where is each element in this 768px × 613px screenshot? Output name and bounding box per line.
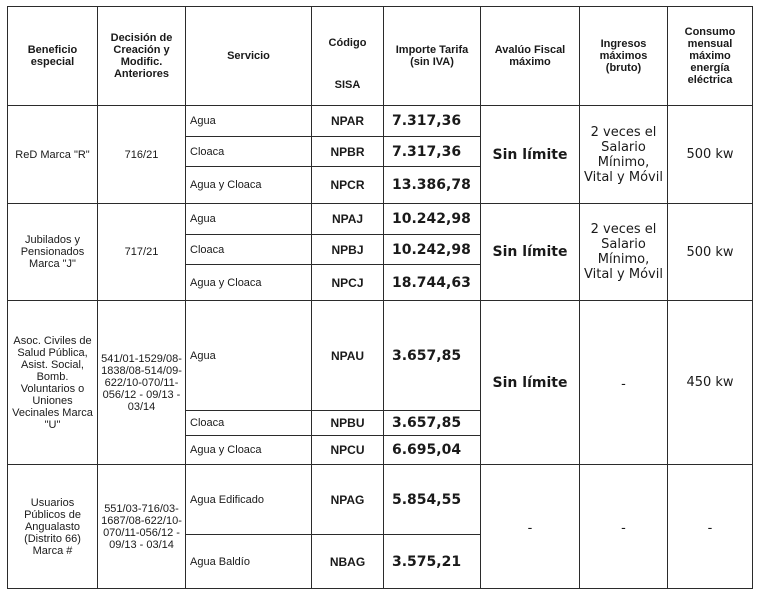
consumo-cell: 450 kw xyxy=(668,301,753,465)
header-row xyxy=(8,7,753,106)
importe-cell: 10.242,98 xyxy=(384,204,481,235)
header-decision: Decisión de Creación y Modific. Anteriores xyxy=(98,7,186,106)
avaluo-cell: - xyxy=(481,465,580,589)
table-row xyxy=(8,204,753,235)
codigo-cell: NBAG xyxy=(312,535,384,589)
beneficio-cell: Usuarios Públicos de Angualasto (Distrito 66) Marca # xyxy=(8,465,98,589)
ingresos-cell: - xyxy=(580,465,668,589)
header-servicio: Servicio xyxy=(186,7,312,106)
header-ingresos: Ingresos máximos (bruto) xyxy=(580,7,668,106)
header-beneficio: Beneficio especial xyxy=(8,7,98,106)
tariff-table-container xyxy=(7,6,753,589)
servicio-cell: Cloaca xyxy=(186,411,312,436)
codigo-cell: NPCR xyxy=(312,167,384,204)
importe-cell: 3.657,85 xyxy=(384,411,481,436)
servicio-cell: Agua y Cloaca xyxy=(186,265,312,301)
header-codigo xyxy=(312,7,384,106)
header-importe: Importe Tarifa (sin IVA) xyxy=(384,7,481,106)
table-row xyxy=(8,301,753,411)
ingresos-cell: - xyxy=(580,301,668,465)
ingresos-cell: 2 veces el Salario Mínimo, Vital y Móvil xyxy=(580,106,668,204)
codigo-cell: NPAR xyxy=(312,106,384,137)
codigo-cell: NPAJ xyxy=(312,204,384,235)
avaluo-cell: Sin límite xyxy=(481,301,580,465)
avaluo-cell: Sin límite xyxy=(481,204,580,301)
decision-cell: 541/01-1529/08-1838/08-514/09-622/10-070/11-056/12 - 09/13 - 03/14 xyxy=(98,301,186,465)
avaluo-cell: Sin límite xyxy=(481,106,580,204)
beneficio-cell: ReD Marca "R" xyxy=(8,106,98,204)
consumo-cell: 500 kw xyxy=(668,204,753,301)
codigo-cell: NPAU xyxy=(312,301,384,411)
servicio-cell: Agua y Cloaca xyxy=(186,167,312,204)
importe-cell: 13.386,78 xyxy=(384,167,481,204)
servicio-cell: Agua xyxy=(186,301,312,411)
servicio-cell: Agua Baldío xyxy=(186,535,312,589)
importe-cell: 18.744,63 xyxy=(384,265,481,301)
importe-cell: 6.695,04 xyxy=(384,436,481,465)
decision-cell: 717/21 xyxy=(98,204,186,301)
codigo-cell: NPAG xyxy=(312,465,384,535)
header-consumo: Consumo mensual máximo energía eléctrica xyxy=(668,7,753,106)
decision-cell: 716/21 xyxy=(98,106,186,204)
importe-cell: 5.854,55 xyxy=(384,465,481,535)
table-row xyxy=(8,465,753,535)
decision-cell: 551/03-716/03-1687/08-622/10-070/11-056/12 - 09/13 - 03/14 xyxy=(98,465,186,589)
codigo-cell: NPBU xyxy=(312,411,384,436)
header-avaluo: Avalúo Fiscal máximo xyxy=(481,7,580,106)
tariff-table xyxy=(7,6,753,589)
codigo-cell: NPCJ xyxy=(312,265,384,301)
consumo-cell: - xyxy=(668,465,753,589)
codigo-cell: NPBJ xyxy=(312,235,384,265)
beneficio-cell: Jubilados y Pensionados Marca "J" xyxy=(8,204,98,301)
servicio-cell: Agua xyxy=(186,106,312,137)
servicio-cell: Cloaca xyxy=(186,137,312,167)
importe-cell: 10.242,98 xyxy=(384,235,481,265)
codigo-cell: NPCU xyxy=(312,436,384,465)
servicio-cell: Agua xyxy=(186,204,312,235)
codigo-cell: NPBR xyxy=(312,137,384,167)
header-codigo-label: Código xyxy=(328,37,367,49)
servicio-cell: Agua y Cloaca xyxy=(186,436,312,465)
importe-cell: 3.575,21 xyxy=(384,535,481,589)
servicio-cell: Cloaca xyxy=(186,235,312,265)
importe-cell: 7.317,36 xyxy=(384,106,481,137)
header-sisa-label: SISA xyxy=(334,79,361,91)
importe-cell: 7.317,36 xyxy=(384,137,481,167)
table-row xyxy=(8,106,753,137)
servicio-cell: Agua Edificado xyxy=(186,465,312,535)
importe-cell: 3.657,85 xyxy=(384,301,481,411)
consumo-cell: 500 kw xyxy=(668,106,753,204)
beneficio-cell: Asoc. Civiles de Salud Pública, Asist. Social, Bomb. Voluntarios o Uniones Vecinales Marca "U" xyxy=(8,301,98,465)
ingresos-cell: 2 veces el Salario Mínimo, Vital y Móvil xyxy=(580,204,668,301)
